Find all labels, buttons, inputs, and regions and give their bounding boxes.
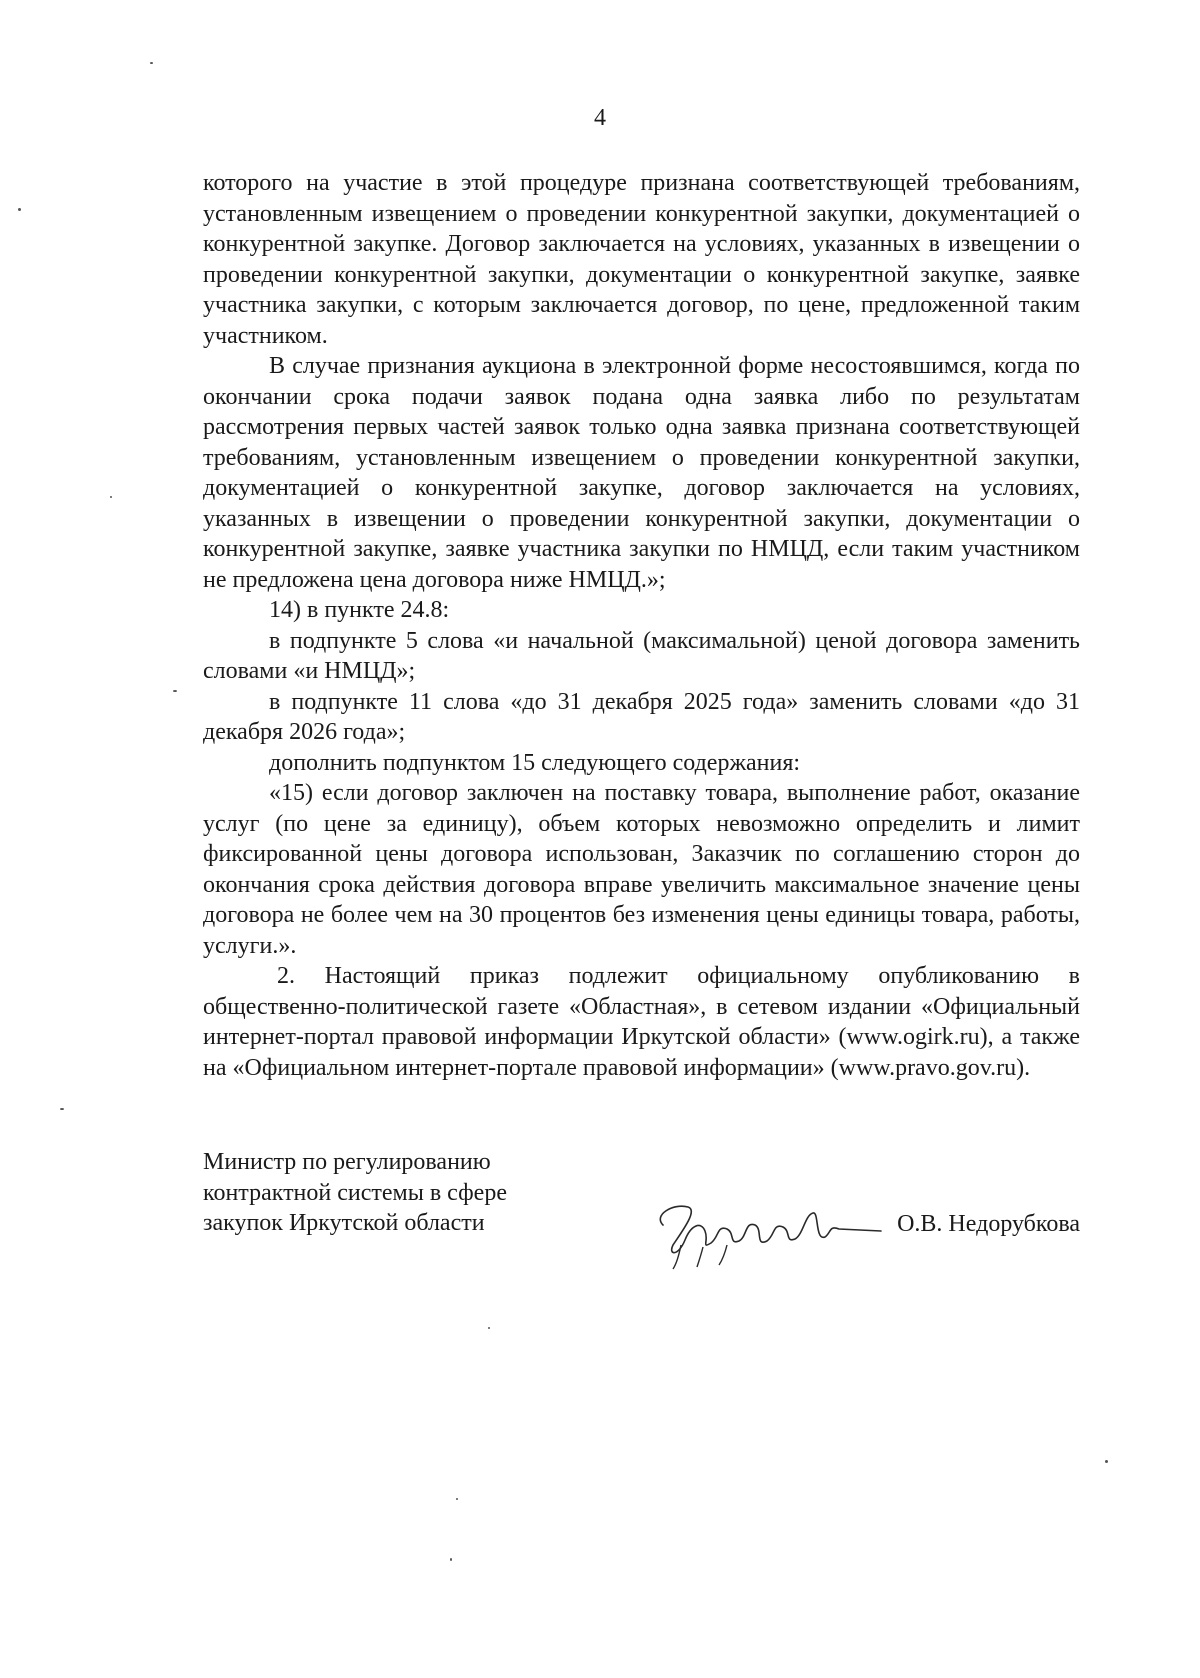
paragraph: 14) в пункте 24.8: — [269, 597, 450, 623]
scan-speck — [1105, 1460, 1108, 1463]
paragraph: в подпункте 11 слова «до 31 декабря 2025 года» заменить словами «до 31 декабря 2026 года»; — [203, 688, 1080, 745]
paragraph: В случае признания аукциона в электронной форме несостоявшимся, когда по окончании срока подачи заявок подана одна заявка либо по результатам рассмотрения первых частей заявок только одна заявка признана соответствующей требованиям, установленным извещением о проведении конкурентной закупки, документацией о конкурентной закупке, договор заключается на условиях, указанных в извещении о проведении конкурентной закупки, документации о конкурентной закупке, заявке участника закупки по НМЦД, если таким участником не предложена цена договора ниже НМЦД.»; — [203, 353, 1080, 593]
scan-speck — [456, 1498, 458, 1500]
signer-title-line: контрактной системы в сфере — [203, 1179, 507, 1206]
page-number: 4 — [594, 105, 606, 131]
paragraph: которого на участие в этой процедуре признана соответствующей требованиям, установленным извещением о проведении конкурентной закупки, документацией о конкурентной закупке. Договор заключается на условиях, указанных в извещении о проведении конкурентной закупки, документации о конкурентной закупке, заявке участника закупки, с которым заключается договор, по цене, предложенной таким участником. — [203, 170, 1080, 349]
paragraph: 2. Настоящий приказ подлежит официальному опубликованию в общественно-политической газете «Областная», в сетевом издании «Официальный интернет-портал правовой информации Иркутской области» (www.ogirk.ru), а также на «Официальном интернет-портале правовой информации» (www.pravo.gov.ru). — [203, 963, 1080, 1081]
scan-speck — [450, 1558, 452, 1561]
signer-title — [203, 1147, 563, 1239]
scan-speck — [173, 690, 177, 692]
scan-speck — [488, 1327, 490, 1329]
handwritten-signature — [643, 1185, 883, 1275]
paragraph: дополнить подпунктом 15 следующего содержания: — [269, 749, 801, 776]
document-body — [203, 168, 1080, 1083]
signer-title-line: Министр по регулированию — [203, 1149, 491, 1175]
signature-block — [203, 1147, 1080, 1287]
signer-name: О.В. Недорубкова — [897, 1211, 1080, 1237]
paragraph: «15) если договор заключен на поставку товара, выполнение работ, оказание услуг (по цене за единицу), объем которых невозможно определить и лимит фиксированной цены договора использован, Заказчик по соглашению сторон до окончания срока действия договора вправе увеличить максимальное значение цены договора не более чем на 30 процентов без изменения цены единицы товара, работы, услуги.». — [203, 780, 1080, 959]
paragraph: в подпункте 5 слова «и начальной (максимальной) ценой договора заменить словами «и НМЦД»; — [203, 627, 1080, 684]
signer-title-line: закупок Иркутской области — [203, 1210, 485, 1236]
scan-speck — [110, 496, 112, 498]
scan-speck — [60, 1108, 64, 1110]
scan-speck — [150, 62, 153, 64]
scan-speck — [18, 208, 21, 211]
